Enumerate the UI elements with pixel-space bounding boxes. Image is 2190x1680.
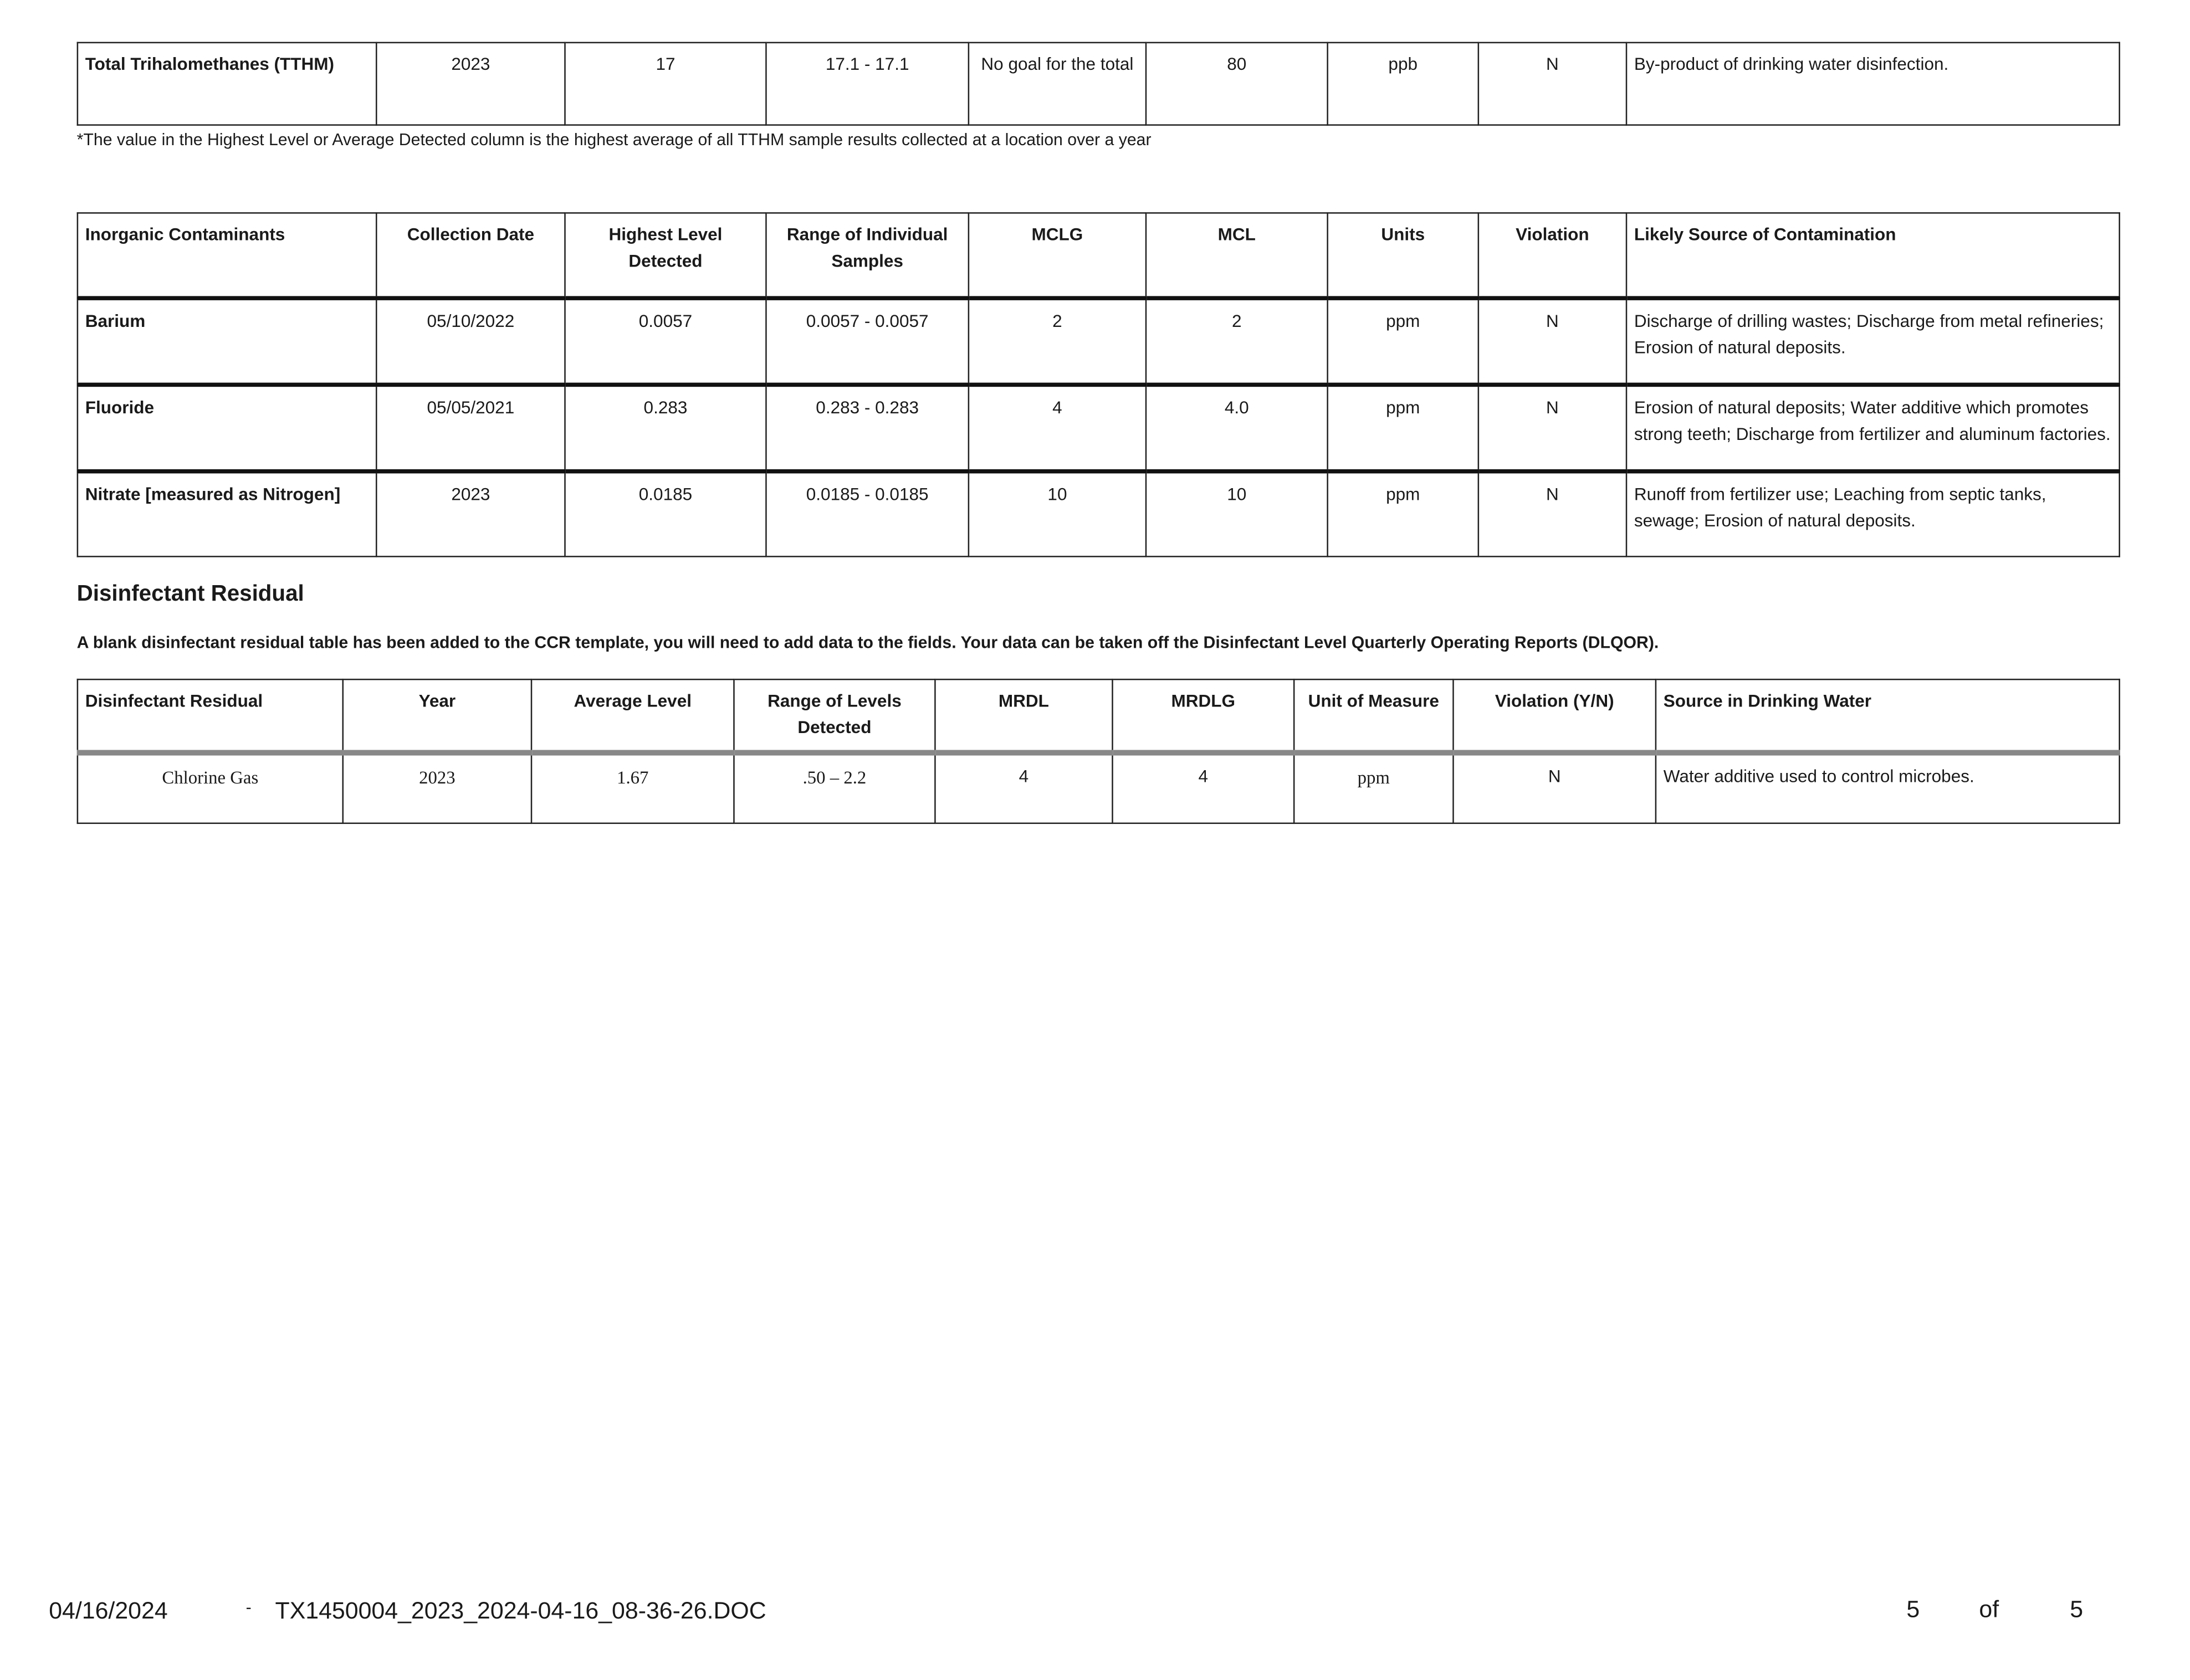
cell: 10 — [969, 472, 1146, 557]
mcl: 80 — [1146, 43, 1328, 125]
likely-source: Runoff from fertilizer use; Leaching from septic tanks, sewage; Erosion of natural deposits. — [1626, 472, 2120, 557]
header-cell: Average Level — [531, 679, 734, 752]
inorganic-contaminants-table — [77, 212, 2120, 557]
header-cell: Unit of Measure — [1294, 679, 1453, 752]
cell: 4.0 — [1146, 385, 1328, 471]
likely-source: By-product of drinking water disinfection. — [1626, 43, 2120, 125]
footer-separator: - — [245, 1597, 252, 1617]
footer-date: 04/16/2024 — [49, 1597, 168, 1625]
cell: N — [1478, 385, 1626, 471]
contaminant-name: Total Trihalomethanes (TTHM) — [78, 43, 376, 125]
header-cell: Units — [1328, 213, 1478, 298]
header-cell: MRDLG — [1112, 679, 1294, 752]
cell: 0.0185 — [565, 472, 766, 557]
header-cell: Violation — [1478, 213, 1626, 298]
contaminant-name: Nitrate [measured as Nitrogen] — [78, 472, 376, 557]
contaminant-name: Barium — [78, 298, 376, 385]
cell: N — [1453, 752, 1655, 822]
header-cell: Likely Source of Contamination — [1626, 213, 2120, 298]
cell: ppm — [1294, 752, 1453, 822]
cell: ppm — [1328, 472, 1478, 557]
header-cell: Collection Date — [376, 213, 565, 298]
header-cell: Range of Individual Samples — [766, 213, 968, 298]
table-row — [78, 385, 2120, 471]
cell: 4 — [969, 385, 1146, 471]
cell: 0.0057 — [565, 298, 766, 385]
cell: 0.0057 - 0.0057 — [766, 298, 968, 385]
table-row — [78, 298, 2120, 385]
table-row — [78, 43, 2120, 125]
tthm-footnote: *The value in the Highest Level or Average Detected column is the highest average of all TTHM sample results collected at a location over a year — [76, 130, 1152, 150]
cell: 2023 — [376, 472, 565, 557]
header-cell: Disinfectant Residual — [78, 679, 343, 752]
contaminant-name: Fluoride — [78, 385, 376, 471]
cell: 0.0185 - 0.0185 — [766, 472, 968, 557]
cell: 4 — [1112, 752, 1294, 822]
header-cell: MCL — [1146, 213, 1328, 298]
footer-filename: TX1450004_2023_2024-04-16_08-36-26.DOC — [275, 1597, 766, 1625]
header-cell: Year — [343, 679, 531, 752]
header-cell: Violation (Y/N) — [1453, 679, 1655, 752]
violation: N — [1478, 43, 1626, 125]
cell: 2023 — [343, 752, 531, 822]
tthm-table — [77, 42, 2120, 126]
cell: N — [1478, 472, 1626, 557]
mclg: No goal for the total — [969, 43, 1146, 125]
cell: N — [1478, 298, 1626, 385]
cell: 0.283 - 0.283 — [766, 385, 968, 471]
cell: 2 — [1146, 298, 1328, 385]
table-row — [78, 472, 2120, 557]
likely-source: Discharge of drilling wastes; Discharge from metal refineries; Erosion of natural deposits. — [1626, 298, 2120, 385]
disinfectant-residual-table — [77, 679, 2120, 823]
header-cell: Source in Drinking Water — [1656, 679, 2120, 752]
range: 17.1 - 17.1 — [766, 43, 968, 125]
cell: 1.67 — [531, 752, 734, 822]
section-note: A blank disinfectant residual table has been added to the CCR template, you will need to add data to the fields. Your data can be taken off the Disinfectant Level Quarterly Operating Reports (DLQOR). — [76, 632, 1659, 653]
cell: ppm — [1328, 298, 1478, 385]
likely-source: Erosion of natural deposits; Water additive which promotes strong teeth; Discharge from fertilizer and aluminum factories. — [1626, 385, 2120, 471]
footer-page-number: 5 — [1906, 1596, 1920, 1623]
cell: 4 — [935, 752, 1112, 822]
table-header-row — [78, 213, 2120, 298]
header-cell: Highest Level Detected — [565, 213, 766, 298]
cell: 05/10/2022 — [376, 298, 565, 385]
cell: 0.283 — [565, 385, 766, 471]
section-heading: Disinfectant Residual — [76, 582, 304, 606]
cell: ppm — [1328, 385, 1478, 471]
cell: .50 – 2.2 — [734, 752, 935, 822]
footer-page-total: 5 — [2070, 1596, 2084, 1623]
highest-level: 17 — [565, 43, 766, 125]
disinfectant-name: Chlorine Gas — [78, 752, 343, 822]
header-cell: MCLG — [969, 213, 1146, 298]
table-row — [78, 752, 2120, 822]
header-cell: Inorganic Contaminants — [78, 213, 376, 298]
table-header-row — [78, 679, 2120, 752]
header-cell: MRDL — [935, 679, 1112, 752]
year: 2023 — [376, 43, 565, 125]
cell: 05/05/2021 — [376, 385, 565, 471]
header-cell: Range of Levels Detected — [734, 679, 935, 752]
cell: 2 — [969, 298, 1146, 385]
units: ppb — [1328, 43, 1478, 125]
cell: 10 — [1146, 472, 1328, 557]
footer-of: of — [1979, 1596, 1999, 1623]
source-in-water: Water additive used to control microbes. — [1656, 752, 2120, 822]
